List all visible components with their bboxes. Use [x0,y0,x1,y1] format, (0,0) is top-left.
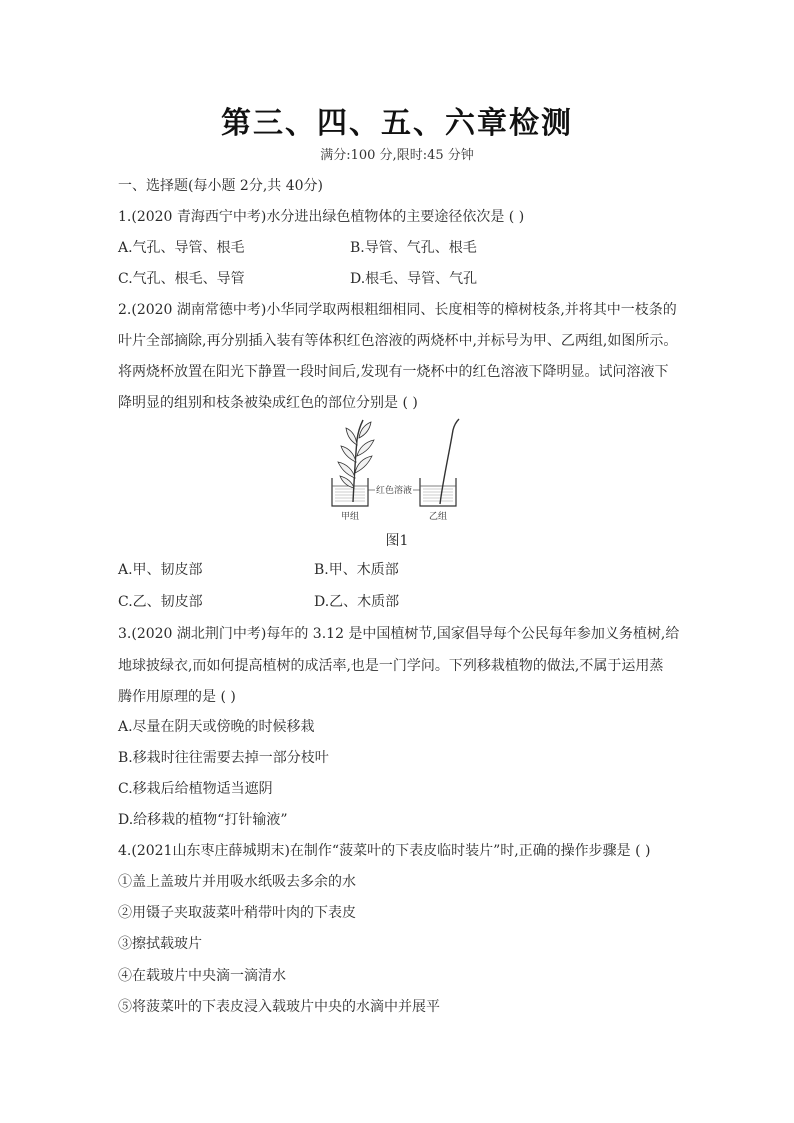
q3-stem-line-1: 3.(2020 湖北荆门中考)每年的 3.12 是中国植树节,国家倡导每个公民每年参加义务植树,给 [118,626,680,642]
q2-stem-line-2: 叶片全部摘除,再分别插入装有等体积红色溶液的两烧杯中,并标号为甲、乙两组,如图所示。 [118,333,678,349]
q4-step-1: ①盖上盖玻片并用吸水纸吸去多余的水 [118,874,356,890]
section-heading: 一、选择题(每小题 2分,共 40分) [118,178,323,194]
q2-stem-line-3: 将两烧杯放置在阳光下静置一段时间后,发现有一烧杯中的红色溶液下降明显。试问溶液下 [118,364,669,380]
beaker-experiment-diagram [325,418,475,526]
q2-option-c: C.乙、韧皮部 [118,594,203,610]
q2-stem-line-4: 降明显的组别和枝条被染成红色的部位分别是 ( ) [118,395,418,411]
q4-step-3: ③擦拭载玻片 [118,936,202,952]
q2-option-a: A.甲、韧皮部 [118,562,203,578]
beaker-a-liquid-hatch [335,489,365,501]
q2-option-d: D.乙、木质部 [314,594,400,610]
q4-step-4: ④在载玻片中央滴一滴清水 [118,968,286,984]
page-title: 第三、四、五、六章检测 [221,106,573,141]
group-a-label: 甲组 [340,512,360,522]
q1-option-c: C.气孔、根毛、导管 [118,271,245,287]
q3-option-d: D.给移栽的植物“打针输液” [118,812,288,828]
q4-step-5: ⑤将菠菜叶的下表皮浸入载玻片中央的水滴中并展平 [118,999,440,1015]
figure-caption: 图1 [385,533,409,549]
q3-stem-line-3: 腾作用原理的是 ( ) [118,689,236,705]
q2-option-b: B.甲、木质部 [314,562,399,578]
q2-stem-line-1: 2.(2020 湖南常德中考)小华同学取两根粗细相同、长度相等的樟树枝条,并将其中一枝条的 [118,302,677,318]
q3-option-a: A.尽量在阴天或傍晚的时候移栽 [118,719,315,735]
q3-option-b: B.移栽时往往需要去掉一部分枝叶 [118,750,329,766]
q3-option-c: C.移栽后给植物适当遮阴 [118,781,273,797]
q1-option-d: D.根毛、导管、气孔 [350,271,478,287]
q1-stem: 1.(2020 青海西宁中考)水分进出绿色植物体的主要途径依次是 ( ) [118,209,525,225]
q1-option-b: B.导管、气孔、根毛 [350,240,477,256]
q4-step-2: ②用镊子夹取菠菜叶稍带叶肉的下表皮 [118,905,356,921]
beaker-experiment-figure [325,418,475,526]
q1-option-a: A.气孔、导管、根毛 [118,240,245,256]
q4-stem: 4.(2021山东枣庄薛城期末)在制作“菠菜叶的下表皮临时装片”时,正确的操作步骤是 ( ) [118,843,651,859]
q3-stem-line-2: 地球披绿衣,而如何提高植树的成活率,也是一门学问。下列移栽植物的做法,不属于运用蒸 [118,658,664,674]
solution-label: 红色溶液 [375,486,413,496]
exam-info: 满分:100 分,限时:45 分钟 [320,148,474,163]
group-b-label: 乙组 [428,512,448,522]
beaker-b-liquid-hatch [423,489,453,501]
